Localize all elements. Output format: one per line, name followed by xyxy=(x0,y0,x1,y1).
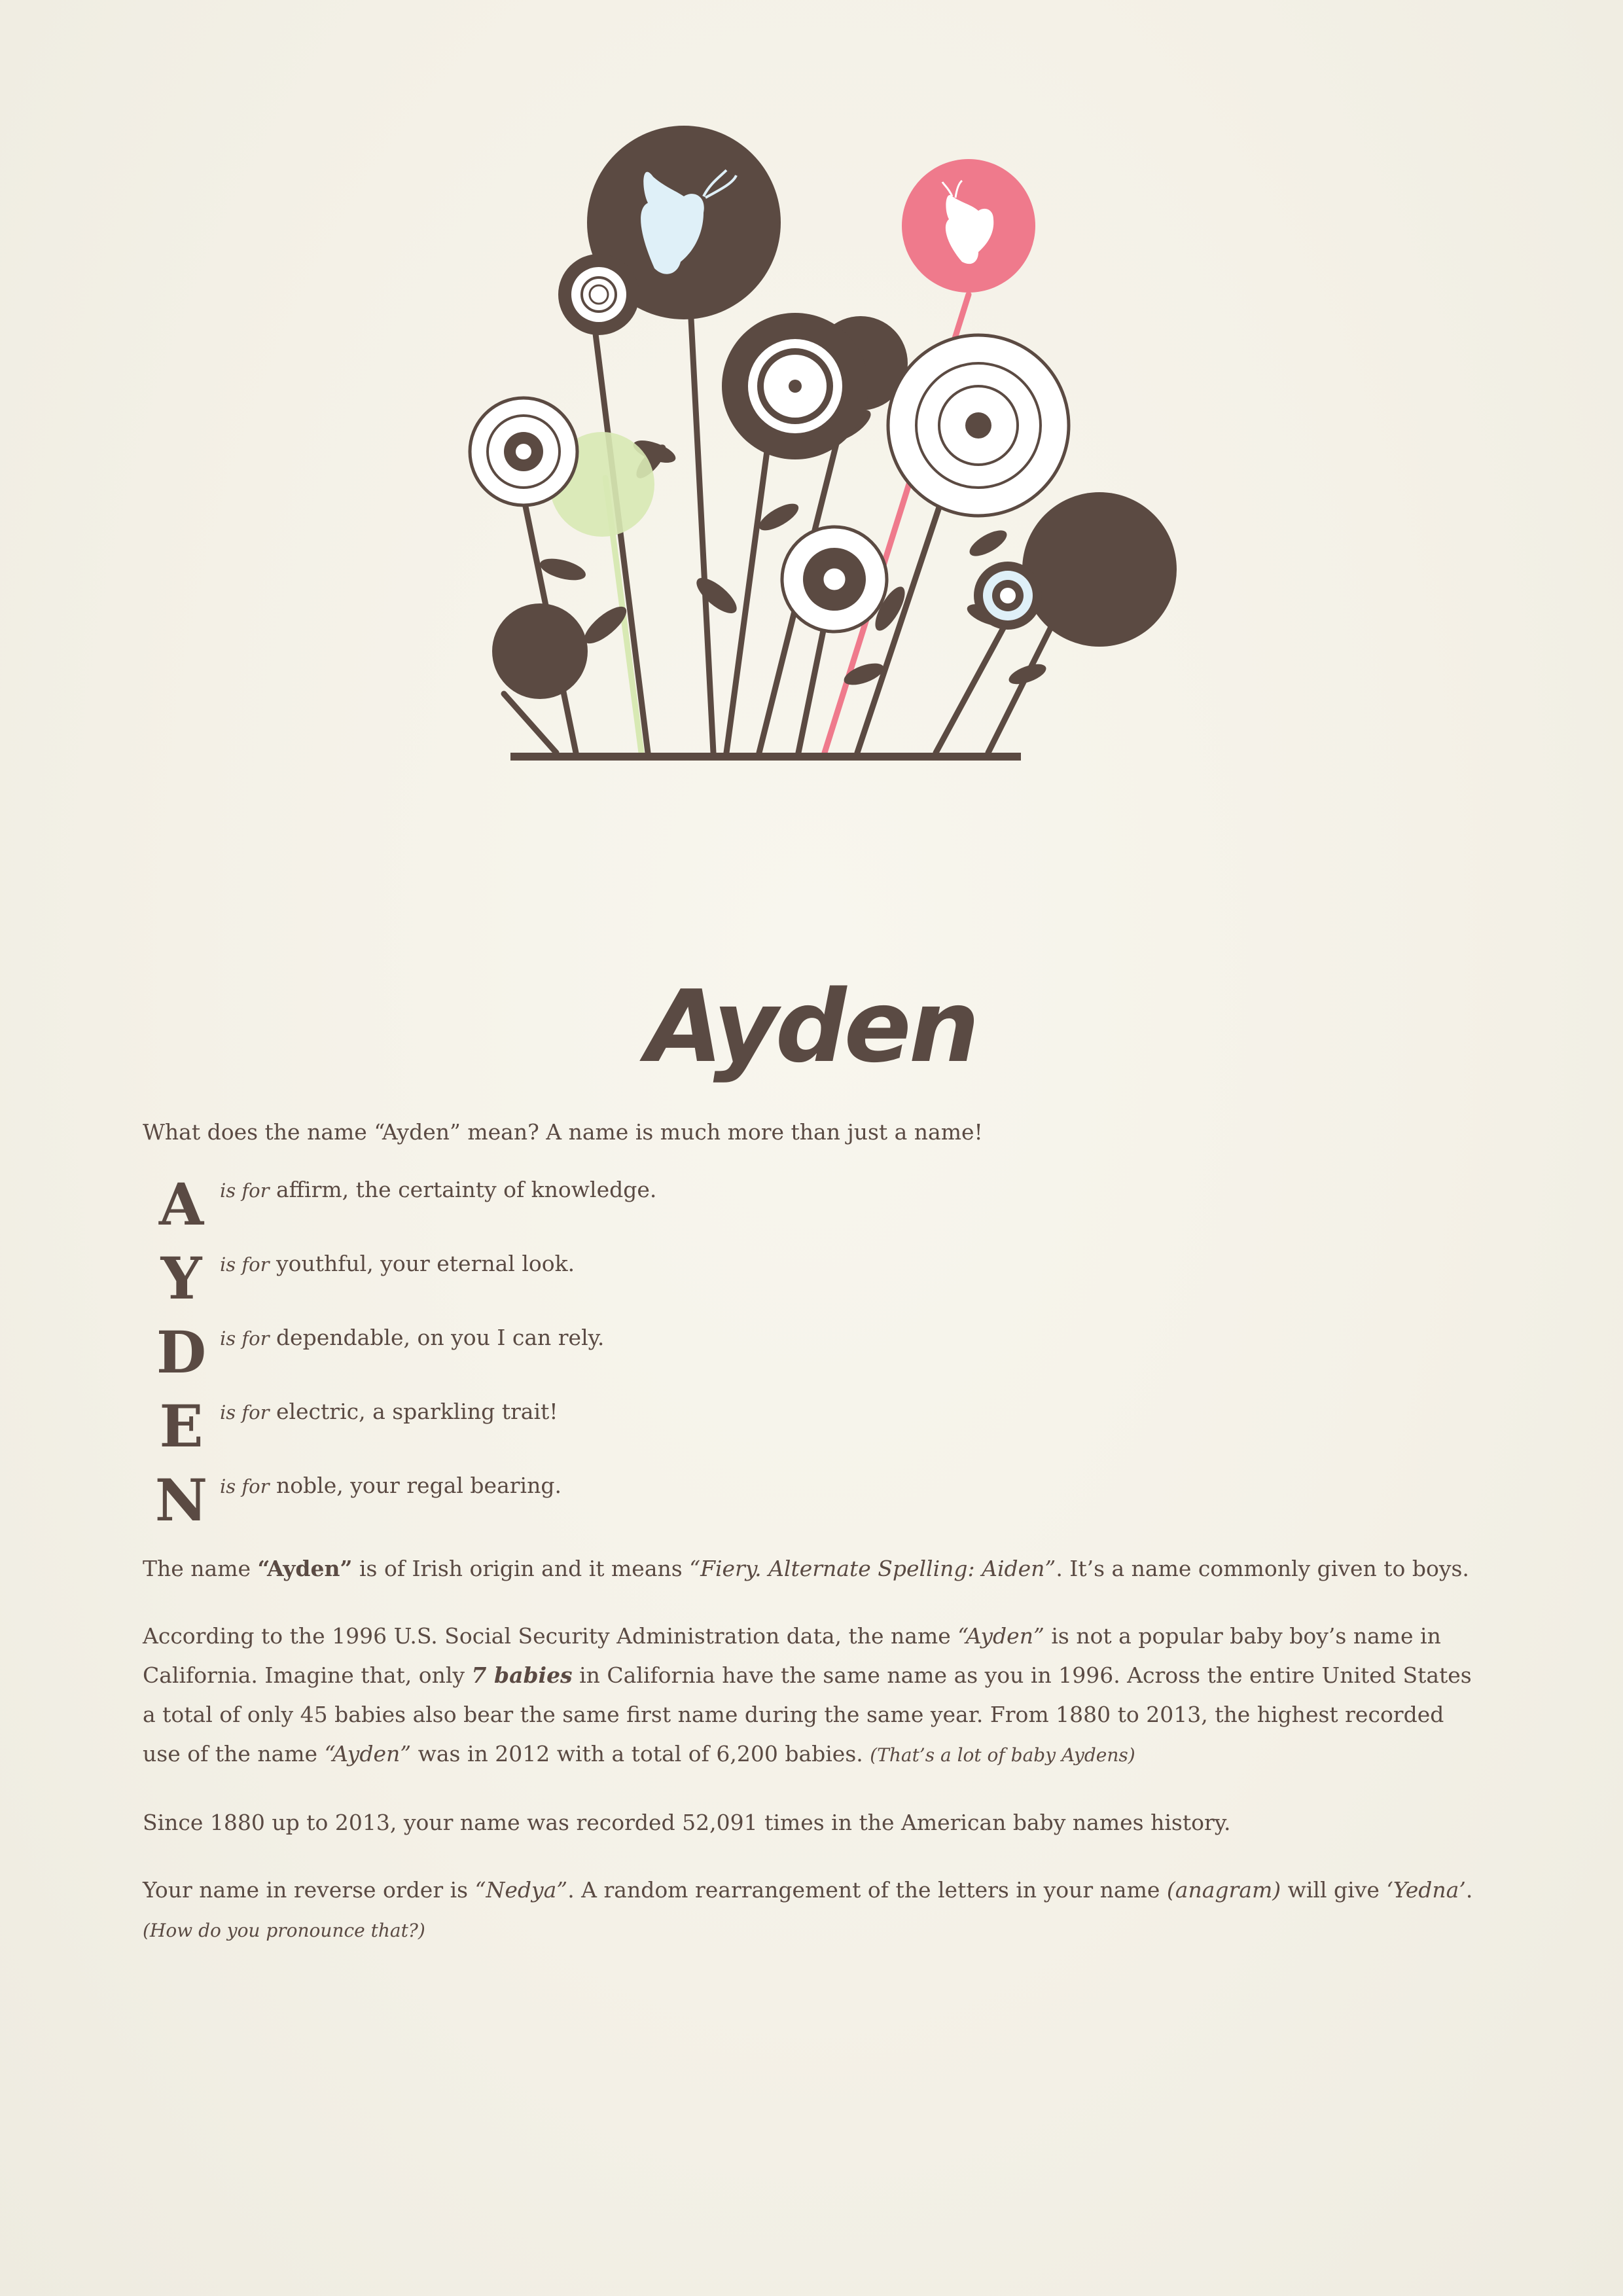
acrostic-row-e xyxy=(143,1392,1484,1466)
acrostic-meaning: youthful, your eternal look. xyxy=(276,1251,575,1276)
flower-illustration xyxy=(445,98,1191,779)
acrostic-row-n xyxy=(143,1466,1484,1540)
acrostic-meaning: noble, your regal bearing. xyxy=(276,1473,562,1498)
aside-note: (That’s a lot of baby Aydens) xyxy=(870,1744,1135,1766)
acrostic-letter: N xyxy=(154,1466,208,1534)
name-meaning: “Fiery. Alternate Spelling: Aiden” xyxy=(689,1556,1056,1581)
history-paragraph: Since 1880 up to 2013, your name was recorded 52,091 times in the American baby names history. xyxy=(143,1810,1231,1835)
acrostic-row-d xyxy=(143,1318,1484,1392)
acrostic-letter: Y xyxy=(160,1244,202,1312)
acrostic-prefix: is for xyxy=(220,1475,270,1498)
aside-note: (How do you pronounce that?) xyxy=(143,1920,425,1941)
acrostic-prefix: is for xyxy=(220,1179,270,1202)
acrostic-prefix: is for xyxy=(220,1401,270,1424)
name-meaning-content xyxy=(143,1113,1484,1950)
stats-paragraph: According to the 1996 U.S. Social Security Administration data, the name “Ayden” is not a popular baby boy’s name in California. Imagine that, only 7 babies in California have the same name as you in 1996. Across the entire United States a total of only 45 babies also bear the same first name during the same year. From 1880 to 2013, the highest recorded use of the name “Ayden” was in 2012 with a total of 6,200 babies. (That’s a lot of baby Aydens) xyxy=(143,1623,1472,1767)
acrostic-meaning: affirm, the certainty of knowledge. xyxy=(276,1177,657,1202)
intro-text: What does the name “Ayden” mean? A name is much more than just a name! xyxy=(143,1119,983,1145)
babies-count: 7 babies xyxy=(471,1662,573,1688)
acrostic-letter: D xyxy=(156,1318,207,1386)
origin-paragraph: The name “Ayden” is of Irish origin and it means “Fiery. Alternate Spelling: Aiden”. It’s a name commonly given to boys. xyxy=(143,1556,1469,1581)
acrostic-prefix: is for xyxy=(220,1327,270,1350)
acrostic-row-y xyxy=(143,1244,1484,1318)
acrostic-row-a xyxy=(143,1170,1484,1244)
acrostic-prefix: is for xyxy=(220,1253,270,1276)
reverse-paragraph: Your name in reverse order is “Nedya”. A random rearrangement of the letters in your name (anagram) will give ‘Yedna’. (How do you pronounce that?) xyxy=(143,1877,1473,1941)
name-highlight: “Ayden” xyxy=(257,1556,353,1581)
acrostic-letter: A xyxy=(158,1170,204,1238)
acrostic-letter: E xyxy=(159,1392,204,1460)
acrostic-meaning: dependable, on you I can rely. xyxy=(276,1325,605,1350)
acrostic-list xyxy=(143,1170,1484,1540)
page-title: Ayden xyxy=(646,969,977,1085)
acrostic-meaning: electric, a sparkling trait! xyxy=(276,1399,558,1424)
